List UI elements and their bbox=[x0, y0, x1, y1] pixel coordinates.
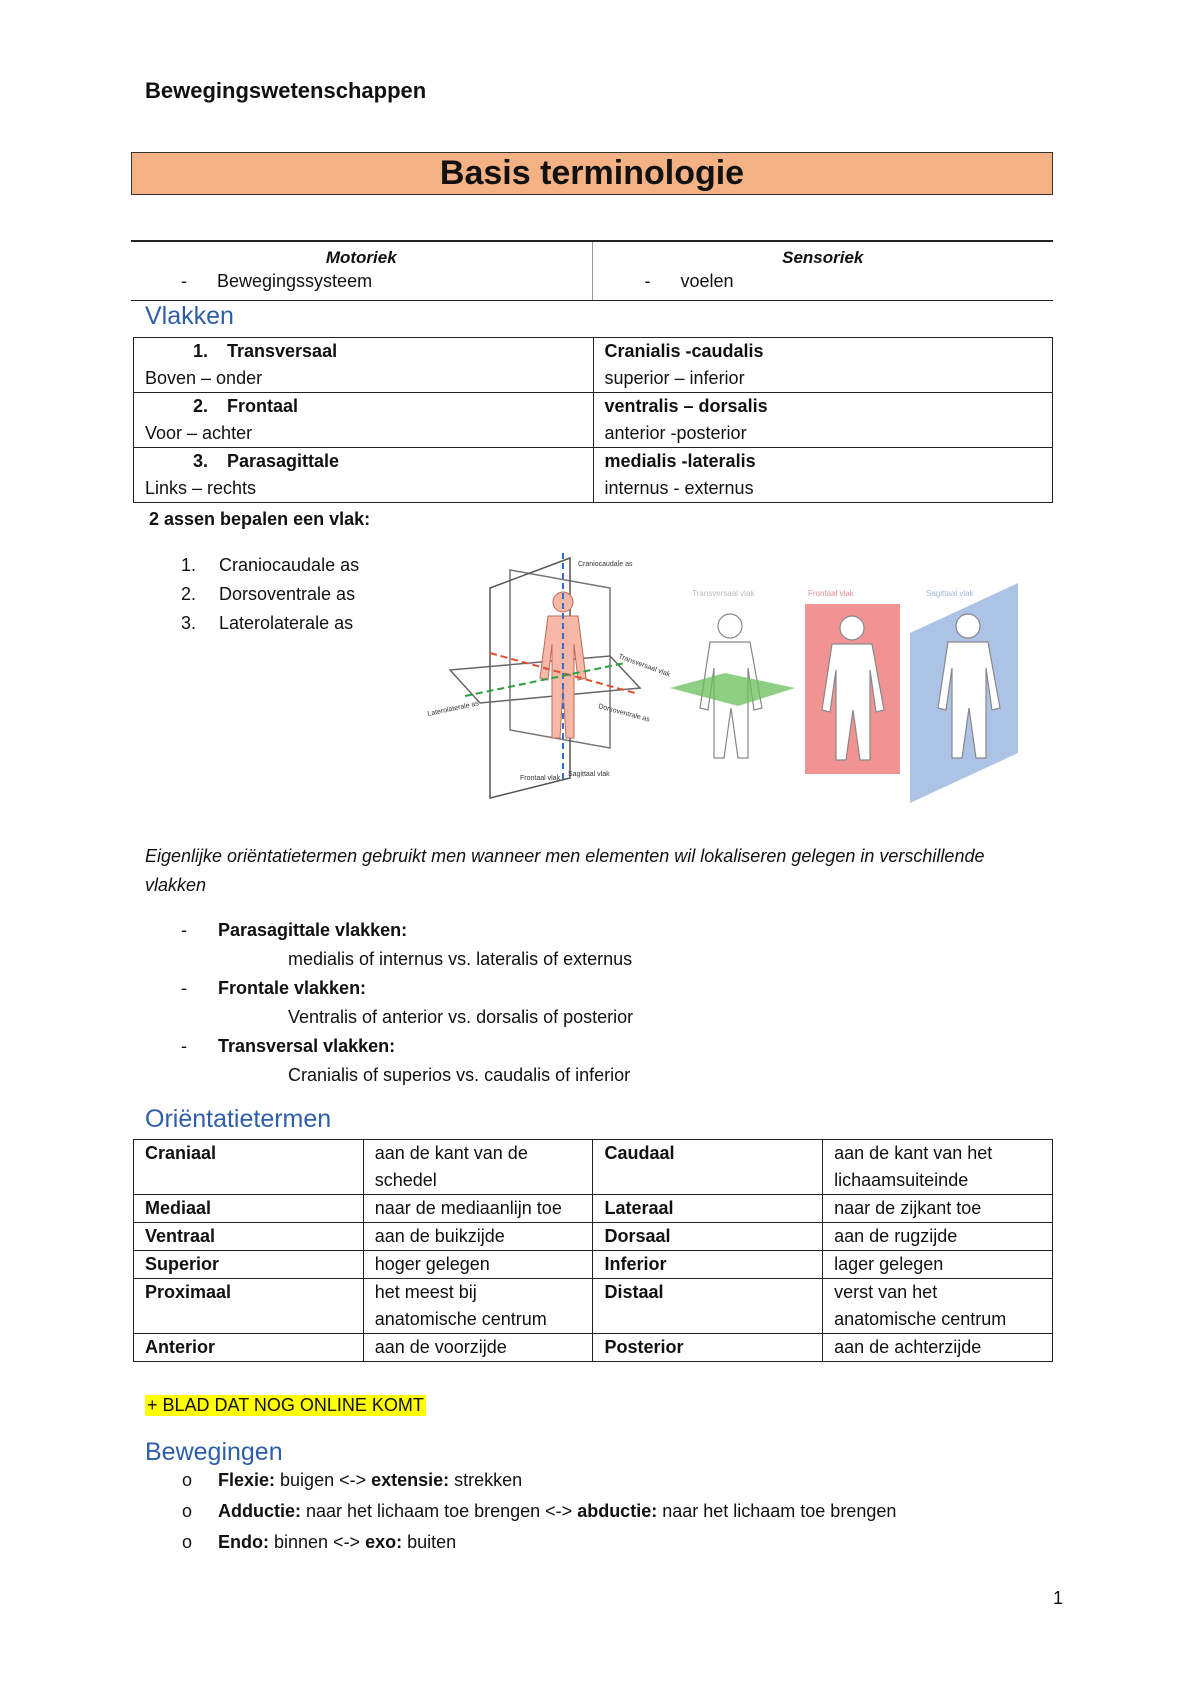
sagittal-panel bbox=[910, 583, 1018, 803]
intro-paragraph: Eigenlijke oriëntatietermen gebruikt men wanneer men elementen wil lokaliseren gelegen in verschillende vlakken bbox=[145, 846, 985, 895]
transversal-plane bbox=[670, 673, 795, 706]
frontaal-label: Frontaal vlak bbox=[520, 775, 561, 782]
assen-number: 1. bbox=[181, 555, 197, 575]
vlakken-list-desc: medialis of internus vs. lateralis of externus bbox=[288, 949, 633, 969]
axis-name: Cranialis -caudalis bbox=[604, 341, 764, 361]
orient-term: Dorsaal bbox=[593, 1223, 823, 1251]
axis-desc: anterior -posterior bbox=[604, 423, 747, 443]
dash-bullet: - bbox=[644, 271, 651, 291]
orient-term: Proximaal bbox=[134, 1279, 364, 1334]
dash-bullet: - bbox=[181, 1036, 187, 1056]
assen-item bbox=[135, 551, 359, 580]
orient-desc: hoger gelegen bbox=[363, 1251, 593, 1279]
orient-desc: het meest bij anatomische centrum bbox=[363, 1279, 593, 1334]
orient-row bbox=[134, 1279, 1053, 1334]
circle-bullet: o bbox=[182, 1532, 193, 1552]
beweging-item bbox=[145, 1527, 896, 1558]
vlakken-list-title-row bbox=[145, 974, 633, 1003]
bewegingen-list bbox=[145, 1465, 896, 1558]
vlak-cell bbox=[134, 338, 594, 393]
beweging-item bbox=[145, 1496, 896, 1527]
axis-name: medialis -lateralis bbox=[604, 451, 756, 471]
orient-desc: aan de achterzijde bbox=[823, 1334, 1053, 1362]
motoriek-heading: Motoriek bbox=[325, 248, 397, 267]
panel-sagittaal-label: Sagittaal vlak bbox=[926, 589, 974, 598]
assen-number: 2. bbox=[181, 584, 197, 604]
assen-label: Dorsoventrale as bbox=[219, 584, 356, 604]
vlakken-row bbox=[134, 338, 1053, 393]
laterolaterale-label: Laterolaterale as bbox=[426, 700, 480, 718]
orient-desc: naar de mediaanlijn toe bbox=[363, 1195, 593, 1223]
sagittaal-label: Sagittaal vlak bbox=[568, 771, 610, 778]
panel-transversaal-label: Transversaal vlak bbox=[692, 589, 755, 598]
vlakken-row bbox=[134, 393, 1053, 448]
sensoriek-item-label: voelen bbox=[680, 271, 734, 291]
vlakken-list-title: Transversal vlakken: bbox=[218, 1036, 396, 1056]
beweging-desc-a: binnen <-> bbox=[269, 1532, 366, 1552]
vlakken-table bbox=[133, 337, 1053, 503]
axis-cell bbox=[593, 448, 1053, 503]
vlakken-heading: Vlakken bbox=[145, 302, 234, 330]
orient-row bbox=[134, 1195, 1053, 1223]
assen-item bbox=[135, 609, 359, 638]
highlight-note: + BLAD DAT NOG ONLINE KOMT bbox=[147, 1395, 424, 1415]
circle-bullet: o bbox=[182, 1501, 193, 1521]
vlakken-list-desc: Cranialis of superios vs. caudalis of inferior bbox=[288, 1065, 631, 1085]
vlak-name: Parasagittale bbox=[227, 451, 340, 471]
vlakken-list-title: Parasagittale vlakken: bbox=[218, 920, 408, 940]
vlak-name: Frontaal bbox=[227, 396, 299, 416]
vlak-desc: Boven – onder bbox=[145, 368, 263, 388]
vlakken-list-title-row bbox=[145, 1032, 633, 1061]
vlak-title bbox=[145, 338, 582, 365]
orient-desc: lager gelegen bbox=[823, 1251, 1053, 1279]
transversaal-label: Transversaal vlak bbox=[617, 653, 672, 679]
sensoriek-column bbox=[593, 242, 1054, 300]
beweging-term-b: extensie: bbox=[371, 1470, 450, 1490]
orient-term: Inferior bbox=[593, 1251, 823, 1279]
dash-bullet: - bbox=[181, 920, 187, 940]
vlak-cell bbox=[134, 393, 594, 448]
panel-frontaal-label: Frontaal vlak bbox=[808, 589, 854, 598]
beweging-desc-a: buigen <-> bbox=[275, 1470, 372, 1490]
orient-desc: verst van het anatomische centrum bbox=[823, 1279, 1053, 1334]
orient-term: Mediaal bbox=[134, 1195, 364, 1223]
orient-term: Caudaal bbox=[593, 1140, 823, 1195]
orient-desc: aan de voorzijde bbox=[363, 1334, 593, 1362]
transversal-panel bbox=[670, 589, 795, 758]
orient-row bbox=[134, 1251, 1053, 1279]
vlak-desc: Voor – achter bbox=[145, 423, 253, 443]
circle-bullet: o bbox=[182, 1470, 193, 1490]
orient-term: Distaal bbox=[593, 1279, 823, 1334]
craniocaudale-label: Craniocaudale as bbox=[578, 561, 633, 568]
vlak-title bbox=[145, 448, 582, 475]
orient-desc: naar de zijkant toe bbox=[823, 1195, 1053, 1223]
vlakken-list-item bbox=[145, 916, 633, 974]
beweging-item bbox=[145, 1465, 896, 1496]
page-number: 1 bbox=[1053, 1588, 1064, 1608]
beweging-term-b: abductie: bbox=[577, 1501, 658, 1521]
page-title: Basis terminologie bbox=[131, 152, 1053, 195]
orient-desc: aan de buikzijde bbox=[363, 1223, 593, 1251]
vlakken-list-title-row bbox=[145, 916, 633, 945]
assen-label: Craniocaudale as bbox=[219, 555, 360, 575]
anatomical-planes-figure bbox=[420, 548, 1110, 808]
orientatietermen-table bbox=[133, 1139, 1053, 1362]
beweging-desc-b: naar het lichaam toe brengen bbox=[657, 1501, 897, 1521]
document-header: Bewegingswetenschappen bbox=[145, 78, 427, 103]
assen-label: Laterolaterale as bbox=[219, 613, 354, 633]
vlakken-list-item bbox=[145, 974, 633, 1032]
beweging-desc-a: naar het lichaam toe brengen <-> bbox=[301, 1501, 578, 1521]
motoriek-column bbox=[131, 242, 593, 300]
beweging-desc-b: buiten bbox=[402, 1532, 457, 1552]
vlak-number: 1. bbox=[193, 341, 209, 361]
vlak-number: 2. bbox=[193, 396, 209, 416]
vlak-title bbox=[145, 393, 582, 420]
dorsoventrale-label: Dorsoventrale as bbox=[597, 703, 651, 724]
sensoriek-item bbox=[593, 271, 1054, 292]
orient-desc: aan de kant van de schedel bbox=[363, 1140, 593, 1195]
axes-diagram bbox=[427, 553, 672, 798]
vlak-name: Transversaal bbox=[227, 341, 338, 361]
orient-row bbox=[134, 1140, 1053, 1195]
beweging-desc-b: strekken bbox=[449, 1470, 523, 1490]
vlakken-row bbox=[134, 448, 1053, 503]
vlakken-list-item bbox=[145, 1032, 633, 1090]
vlakken-list bbox=[145, 916, 633, 1090]
axis-cell bbox=[593, 393, 1053, 448]
vlakken-list-title: Frontale vlakken: bbox=[218, 978, 367, 998]
orient-desc: aan de rugzijde bbox=[823, 1223, 1053, 1251]
dash-bullet: - bbox=[181, 978, 187, 998]
assen-item bbox=[135, 580, 359, 609]
orient-row bbox=[134, 1223, 1053, 1251]
dash-bullet: - bbox=[181, 271, 187, 291]
vlakken-list-desc: Ventralis of anterior vs. dorsalis of posterior bbox=[288, 1007, 634, 1027]
bewegingen-heading: Bewegingen bbox=[145, 1438, 283, 1466]
beweging-term-a: Adductie: bbox=[218, 1501, 301, 1521]
orient-term: Superior bbox=[134, 1251, 364, 1279]
orient-term: Lateraal bbox=[593, 1195, 823, 1223]
motoriek-sensoriek-table bbox=[131, 240, 1053, 301]
motoriek-item bbox=[131, 271, 592, 292]
assen-number: 3. bbox=[181, 613, 197, 633]
beweging-term-a: Endo: bbox=[218, 1532, 269, 1552]
axis-cell bbox=[593, 338, 1053, 393]
motoriek-item-label: Bewegingssysteem bbox=[217, 271, 373, 291]
assen-list bbox=[135, 551, 359, 638]
vlak-cell bbox=[134, 448, 594, 503]
axis-name: ventralis – dorsalis bbox=[604, 396, 768, 416]
sensoriek-heading: Sensoriek bbox=[782, 248, 864, 267]
orient-desc: aan de kant van het lichaamsuiteinde bbox=[823, 1140, 1053, 1195]
orient-term: Craniaal bbox=[134, 1140, 364, 1195]
orient-term: Posterior bbox=[593, 1334, 823, 1362]
orientatietermen-heading: Oriëntatietermen bbox=[145, 1105, 332, 1133]
orient-row bbox=[134, 1334, 1053, 1362]
vlak-desc: Links – rechts bbox=[145, 478, 257, 498]
axis-desc: internus - externus bbox=[604, 478, 754, 498]
frontal-panel bbox=[805, 589, 900, 774]
beweging-term-a: Flexie: bbox=[218, 1470, 276, 1490]
vlak-number: 3. bbox=[193, 451, 209, 471]
assen-heading: 2 assen bepalen een vlak: bbox=[149, 509, 371, 529]
beweging-term-b: exo: bbox=[365, 1532, 403, 1552]
axis-desc: superior – inferior bbox=[604, 368, 745, 388]
orient-term: Ventraal bbox=[134, 1223, 364, 1251]
orient-term: Anterior bbox=[134, 1334, 364, 1362]
